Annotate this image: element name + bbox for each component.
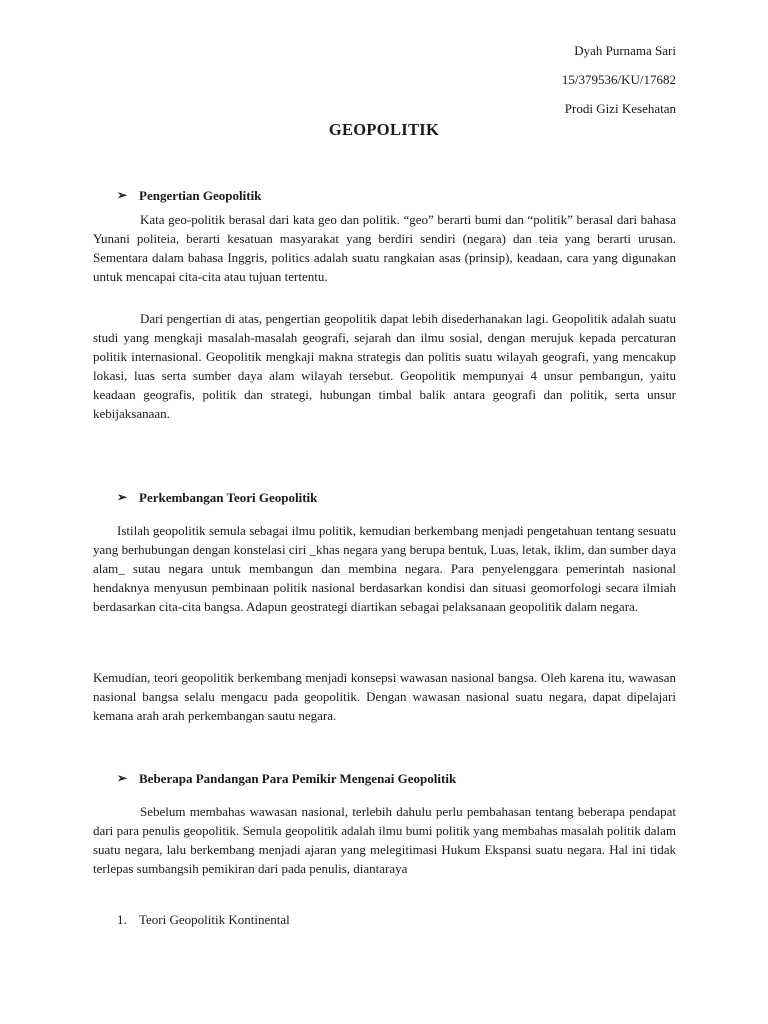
author-name: Dyah Purnama Sari (574, 43, 676, 58)
section-heading-perkembangan (117, 488, 317, 507)
document-title: GEOPOLITIK (328, 120, 440, 139)
paragraph: Dari pengertian di atas, pengertian geopolitik dapat lebih disederhanakan lagi. Geopolitik adalah suatu studi yang mengkaji masalah-masalah geografi, sejarah dan ilmu sosial, dengan merujuk kepada percaturan politik internasional. Geopolitik mengkaji makna strategis dan politis suatu wilayah geografi, yang mencakup lokasi, luas serta sumber daya alam wilayah tersebut. Geopolitik mempunyai 4 unsur pembangun, yaitu keadaan geografis, politik dan strategi, hubungan timbal balik antara geografi dan politik, serta unsur kebijaksanaan. (93, 311, 676, 421)
student-id: 15/379536/KU/17682 (561, 72, 676, 87)
paragraph: Kemudian, teori geopolitik berkembang menjadi konsepsi wawasan nasional bangsa. Oleh karena itu, wawasan nasional bangsa selalu mengacu pada geopolitik. Dengan wawasan nasional suatu negara, dapat dipelajari kemana arah arah perkembangan sautu negara. (93, 670, 676, 723)
arrow-bullet-icon: ➢ (117, 771, 128, 785)
arrow-bullet-icon: ➢ (117, 490, 128, 504)
study-program: Prodi Gizi Kesehatan (564, 101, 676, 116)
section-heading-text: Perkembangan Teori Geopolitik (139, 490, 318, 505)
section-heading-text: Beberapa Pandangan Para Pemikir Mengenai Geopolitik (139, 771, 457, 786)
section-heading-text: Pengertian Geopolitik (139, 188, 262, 203)
paragraph: Sebelum membahas wawasan nasional, terlebih dahulu perlu pembahasan tentang beberapa pendapat dari para penulis geopolitik. Semula geopolitik adalah ilmu bumi politik yang membahas masalah politik dalam suatu negara, lalu berkembang menjadi ajaran yang melegitimasi Hukum Ekspansi suatu negara. Hal ini tidak terlepas sumbangsih pemikiran dari pada penulis, diantaraya (93, 804, 676, 876)
paragraph: Kata geo-politik berasal dari kata geo dan politik. “geo” berarti bumi dan “politik” berasal dari bahasa Yunani politeia, berarti kesatuan masyarakat yang berdiri sendiri (negara) dan teia yang berarti urusan. Sementara dalam bahasa Inggris, politics adalah suatu rangkaian asas (prinsip), keadaan, cara yang digunakan untuk mencapai cita-cita atau tujuan tertentu. (93, 212, 676, 284)
section-heading-pandangan (117, 769, 456, 788)
author-header (562, 40, 676, 127)
arrow-bullet-icon: ➢ (117, 188, 128, 202)
list-item (117, 910, 290, 929)
paragraph: Istilah geopolitik semula sebagai ilmu politik, kemudian berkembang menjadi pengetahuan tentang sesuatu yang berhubungan dengan konstelasi ciri _khas negara yang berupa bentuk, Luas, letak, iklim, dan sumber daya alam_ sutau negara untuk membangun dan membina negara. Para penyelenggara pemerintah nasional hendaknya menyusun pembinaan politik nasional berdasarkan kondisi dan situasi geomorfologi secara ilmiah berdasarkan cita-cita bangsa. Adapun geostrategi diartikan sebagai pelaksanaan geopolitik dalam negara. (93, 523, 676, 614)
list-number: 1. (117, 912, 127, 927)
list-text: Teori Geopolitik Kontinental (139, 912, 290, 927)
section-heading-pengertian (117, 186, 261, 205)
